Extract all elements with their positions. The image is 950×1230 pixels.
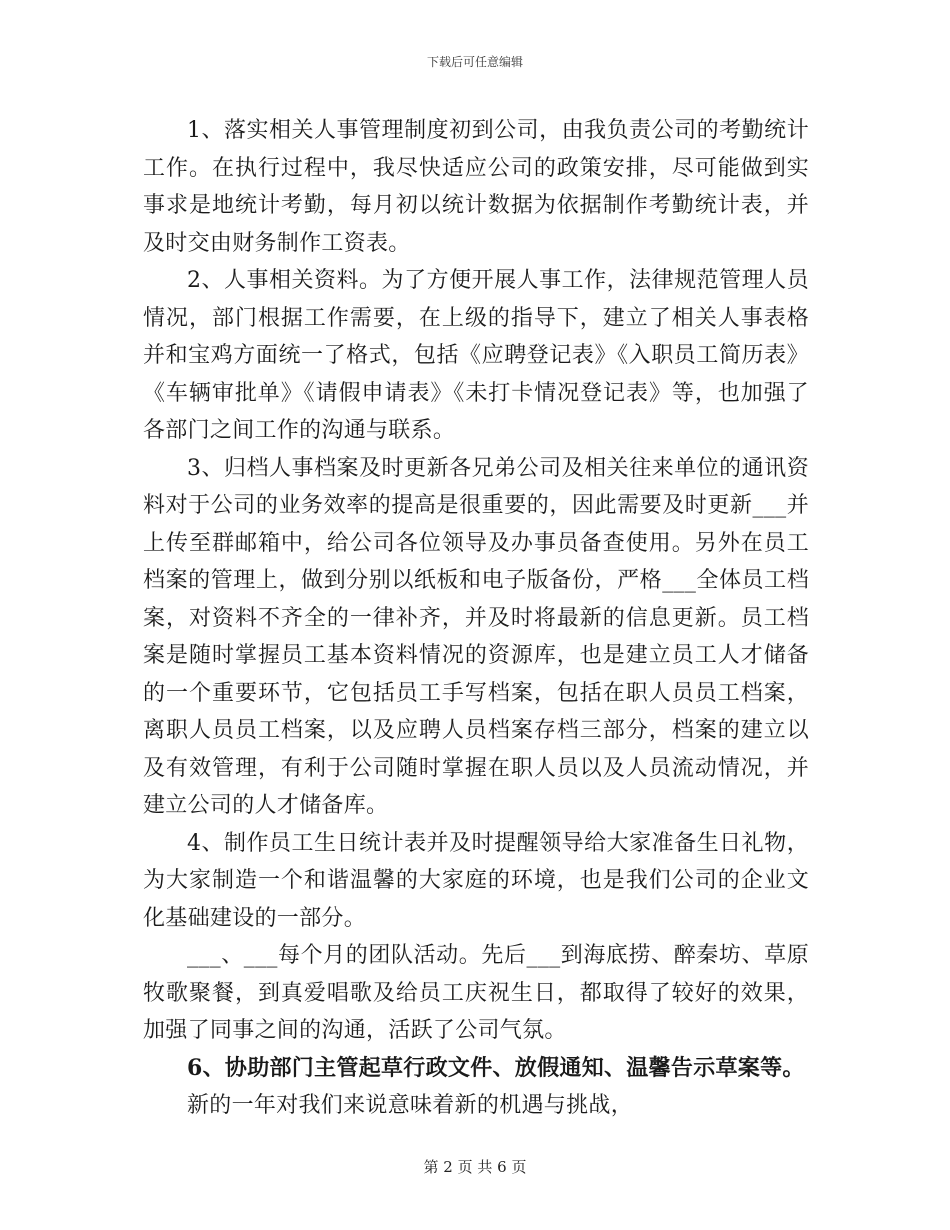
paragraph-1: 1、落实相关人事管理制度初到公司，由我负责公司的考勤统计工作。在执行过程中，我尽快适应公司的政策安排，尽可能做到实事求是地统计考勤，每月初以统计数据为依据制作考勤统计表，并及时交由财务制作工资表。	[143, 118, 809, 256]
paragraph-3: 3、归档人事档案及时更新各兄弟公司及相关往来单位的通讯资料对于公司的业务效率的提高是很重要的，因此需要及时更新___并上传至群邮箱中，给公司各位领导及办事员备查使用。另外在员工档案的管理上，做到分别以纸板和电子版备份，严格___全体员工档案，对资料不齐全的一律补齐，并及时将最新的信息更新。员工档案是随时掌握员工基本资料情况的资源库，也是建立员工人才储备的一个重要环节，它包括员工手写档案，包括在职人员员工档案，离职人员员工档案，以及应聘人员档案存档三部分，档案的建立以及有效管理，有利于公司随时掌握在职人员以及人员流动情况，并建立公司的人才储备库。	[143, 455, 809, 818]
paragraph-2: 2、人事相关资料。为了方便开展人事工作，法律规范管理人员情况，部门根据工作需要，在上级的指导下，建立了相关人事表格并和宝鸡方面统一了格式，包括《应聘登记表》《入职员工简历表》《车辆审批单》《请假申请表》《未打卡情况登记表》等，也加强了各部门之间工作的沟通与联系。	[143, 268, 809, 443]
paragraph-4: 4、制作员工生日统计表并及时提醒领导给大家准备生日礼物，为大家制造一个和谐温馨的大家庭的环境，也是我们公司的企业文化基础建设的一部分。	[143, 830, 809, 931]
page-footer: 第 2 页 共 6 页	[423, 1158, 527, 1176]
paragraph-5: ___、___每个月的团队活动。先后___到海底捞、醉秦坊、草原牧歌聚餐，到真爱唱歌及给员工庆祝生日，都取得了较好的效果，加强了同事之间的沟通，活跃了公司气氛。	[143, 943, 809, 1043]
paragraph-7: 新的一年对我们来说意味着新的机遇与挑战，	[187, 1093, 634, 1118]
paragraph-6-heading: 6、协助部门主管起草行政文件、放假通知、温馨告示草案等。	[187, 1054, 805, 1081]
page-header: 下载后可任意编辑	[426, 55, 523, 69]
document-body	[143, 112, 809, 1125]
